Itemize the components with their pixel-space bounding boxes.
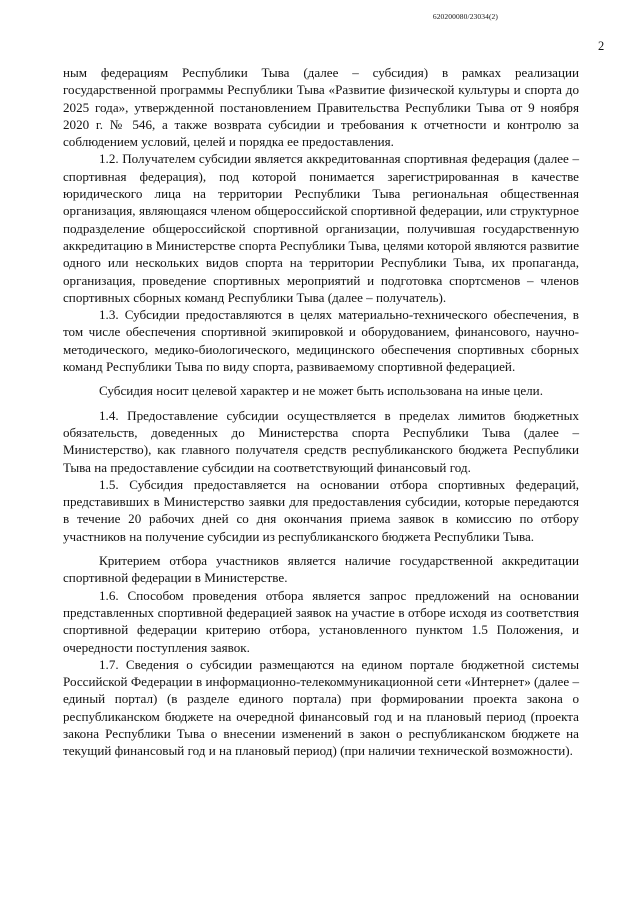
paragraph-1-3: 1.3. Субсидии предоставляются в целях материально-технического обеспечения, в том числе обеспечения спортивной экипировкой и оборудованием, финансового, научно-методического, медико-биологического, медицинского обеспечения спортивных сборных команд Республики Тыва по виду спорта, развиваемому спортивной федерацией. (63, 307, 579, 375)
paragraph-1-6: 1.6. Способом проведения отбора является запрос предложений на основании представленных спортивной федерацией заявок на участие в отборе исходя из соответствия спортивной федерации критерию отбора, установленного пунктом 1.5 Положения, и очередности поступления заявок. (63, 587, 579, 655)
paragraph-continuation: ным федерациям Республики Тыва (далее – субсидия) в рамках реализации государственной программы Республики Тыва «Развитие физической культуры и спорта до 2025 года», утвержденной постановлением Правительства Республики Тыва от 9 ноября 2020 г. № 546, а также возврата субсидии и требования к отчетности и контролю за соблюдением условий, целей и порядка ее предоставления. (63, 65, 579, 150)
document-id: 620200080/23034(2) (432, 12, 498, 21)
paragraph-1-5: 1.5. Субсидия предоставляется на основании отбора спортивных федераций, представивших в Министерство заявки для предоставления субсидии, которые передаются в течение 20 рабочих дней со дня окончания приема заявок в комиссию по отбору участников на получение субсидии из республиканского бюджета Республики Тыва. (63, 476, 579, 544)
paragraph-selection-criterion: Критерием отбора участников является наличие государственной аккредитации спортивной федерации в Министерстве. (63, 553, 579, 586)
paragraph-subsidy-purpose: Субсидия носит целевой характер и не может быть использована на иные цели. (99, 383, 543, 399)
paragraph-1-2: 1.2. Получателем субсидии является аккредитованная спортивная федерация (далее – спортивная федерация), под которой понимается зарегистрированная в качестве юридического лица на территории Республики Тыва региональная общественная организация, являющаяся членом общероссийской спортивной федерации, или структурное подразделение общероссийской спортивной организации, получившая государственную аккредитацию в Министерстве спорта Республики Тыва, целями которой являются развитие одного или нескольких видов спорта на территории Республики Тыва, их пропаганда, организация, проведение спортивных мероприятий и подготовка спортсменов – членов спортивных сборных команд Республики Тыва (далее – получатель). (63, 151, 580, 305)
document-body (63, 64, 579, 760)
paragraph-1-4: 1.4. Предоставление субсидии осуществляется в пределах лимитов бюджетных обязательств, доведенных до Министерства спорта Республики Тыва (далее – Министерство), как главного получателя средств республиканского бюджета Республики Тыва на предоставление субсидии на соответствующий финансовый год. (63, 407, 579, 475)
paragraph-1-7: 1.7. Сведения о субсидии размещаются на едином портале бюджетной системы Российской Федерации в информационно-телекоммуникационной сети «Интернет» (далее – единый портал) (в разделе единого портала) при формировании проекта закона о республиканском бюджете на очередной финансовый год и на плановый период (проекта закона Республики Тыва о внесении изменений в закон о республиканском бюджете на текущий финансовый год и на плановый период) (при наличии технической возможности). (63, 656, 579, 759)
page-number: 2 (598, 39, 605, 53)
